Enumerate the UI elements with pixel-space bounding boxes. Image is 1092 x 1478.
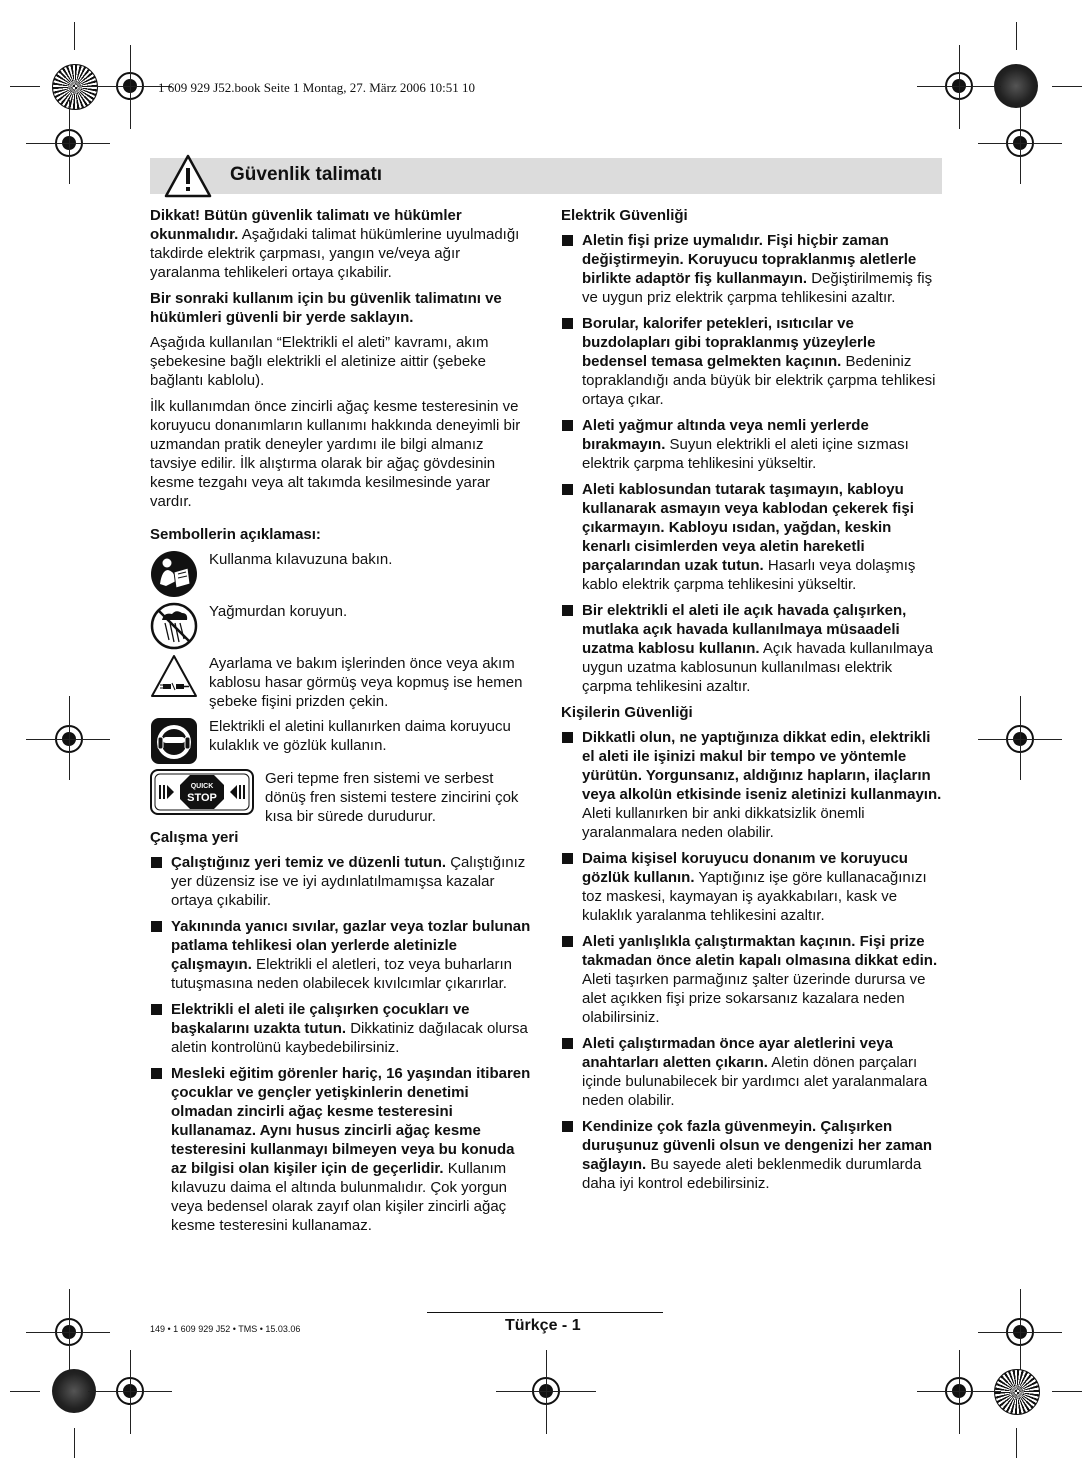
list-item: Kendinize çok fazla güvenmeyin. Çalışırken duruşunuz güvenli olsun ve dengenizi her zaman sağlayın. Bu sayede aleti beklenmedik durumlarda daha iyi kontrol edebilirsiniz.: [561, 1117, 943, 1193]
list-item: Borular, kalorifer petekleri, ısıtıcılar ve buzdolapları gibi topraklanmış yüzeylerle bedensel temasa gelmekten kaçının. Bedeniniz topraklandığı anda büyük bir elektrik çarpma tehlikesi ortaya çıkar.: [561, 314, 943, 409]
list-item: Aletin fişi prize uymalıdır. Fişi hiçbir zaman değiştirmeyin. Koruyucu topraklanmış aletlerle birlikte adaptör fiş kullanmayın. Değiştirilmemiş fiş ve uygun priz elektrik çarpma tehlikesini azaltır.: [561, 231, 943, 307]
symbol-row: Yağmurdan koruyun.: [150, 602, 532, 648]
personal-heading: Kişilerin Güvenliği: [561, 704, 693, 721]
electrical-heading: Elektrik Güvenliği: [561, 207, 688, 224]
manual-read-icon: [150, 550, 198, 598]
symbol-row: Kullanma kılavuzuna bakın.: [150, 550, 532, 596]
keep-instructions: Bir sonraki kullanım için bu güvenlik talimatını ve hükümleri güvenli bir yerde saklayın.: [150, 290, 502, 326]
list-item: Aleti kablosundan tutarak taşımayın, kabloyu kullanarak asmayın veya kablodan çekerek fişi çıkarmayın. Kabloyu ısıdan, yağdan, keskin kenarlı cisimlerden veya aletin hareketli parçalarından uzak tutun. Hasarlı veya dolaşmış kablo elektrik çarpma tehlikesini yükseltir.: [561, 480, 943, 594]
registration-star-icon: [994, 1369, 1040, 1415]
registration-star-icon: [52, 64, 98, 110]
list-item: Bir elektrikli el aleti ile açık havada çalışırken, mutlaka açık havada kullanılmaya müsaadeli uzatma kablosu kullanın. Açık havada kullanılmaya uygun uzatma kablosunun kullanılması elektrik çarpma tehlikesini azaltır.: [561, 601, 943, 696]
print-header: 1 609 929 J52.book Seite 1 Montag, 27. März 2006 10:51 10: [158, 80, 476, 95]
right-column: [561, 206, 943, 1200]
left-column: [150, 206, 532, 1242]
footer-rule: [427, 1312, 663, 1313]
page-title: Güvenlik talimatı: [230, 164, 383, 185]
list-item: Yakınında yanıcı sıvılar, gazlar veya tozlar bulunan patlama tehlikesi olan yerlerde aletinizle çalışmayın. Elektrikli el aletleri, toz veya buharların tutuşmasına neden olabilecek kıvılcımlar çıkarırlar.: [150, 917, 532, 993]
symbol-row: QUICK STOP Geri tepme fren sistemi ve serbest dönüş fren sistemi testere zincirini çok kısa bir sürede durudurur.: [150, 769, 532, 826]
unplug-warning-icon: [150, 654, 198, 698]
first-use-paragraph: İlk kullanımdan önce zincirli ağaç kesme testeresinin ve koruyucu donanımların kullanımı hakkında deneyimli bir uzmandan pratik deneyler yardımı ile bilgi almanız tavsiye edilir. İlk alıştırma olarak bir ağaç gövdesinin kesme tezgahı veya alt takımda kesilmesinde yarar vardır.: [150, 398, 521, 510]
no-rain-icon: [150, 602, 198, 650]
page-number: Türkçe - 1: [505, 1317, 581, 1334]
intro-paragraph: Dikkat! Bütün güvenlik talimatı ve hükümler okunmalıdır. Aşağıdaki talimat hükümlerine uyulmadığı takdirde elektrik çarpması, yangın ve/veya ağır yaralanma tehlikeleri ortaya çıkabilir.: [150, 207, 520, 281]
ear-eye-protection-icon: [150, 717, 198, 765]
list-item: Dikkatli olun, ne yaptığınıza dikkat edin, elektrikli el aleti ile işinizi makul bir tempo ve yöntemle yürütün. Yorgunsanız, aldığınız hapların, ilaçların veya alkolün etkisinde iseniz aletinizi kullanmayın. Aleti kullanırken bir anki dikkatsizlik önemli yaralanmalara neden olabilir.: [561, 728, 943, 842]
stop-label: STOP: [187, 792, 217, 804]
term-paragraph: Aşağıda kullanılan “Elektrikli el aleti” kavramı, akım şebekesine bağlı elektrikli el aletinize aittir (şebeke bağlantı kablolu).: [150, 334, 489, 389]
list-item: Aleti yağmur altında veya nemli yerlerde bırakmayın. Suyun elektrikli el aleti içine sızması elektrik çarpma tehlikesini yükseltir.: [561, 416, 943, 473]
list-item: Aleti çalıştırmadan önce ayar aletlerini veya anahtarları aletten çıkarın. Aletin dönen parçaları içinde bulunabilecek bir yardımcı alet yaralanmalara neden olabilir.: [561, 1034, 943, 1110]
footer-code: 149 • 1 609 929 J52 • TMS • 15.03.06: [150, 1324, 301, 1334]
list-item: Çalıştığınız yeri temiz ve düzenli tutun. Çalıştığınız yer düzensiz ise ve iyi aydınlatılmamışsa kazalar ortaya çıkabilir.: [150, 853, 532, 910]
quick-label: QUICK: [190, 783, 214, 790]
symbol-row: Ayarlama ve bakım işlerinden önce veya akım kablosu hasar görmüş veya kopmuş ise hemen şebeke fişini prizden çekin.: [150, 654, 532, 711]
warning-triangle-icon: [164, 154, 212, 198]
list-item: Aleti yanlışlıkla çalıştırmaktan kaçının. Fişi prize takmadan önce aletin kapalı olmasına dikkat edin. Aleti taşırken parmağınız şalter üzerinde durursa ve alet açıkken fişi prize sokarsanız kazalara neden olabilirsiniz.: [561, 932, 943, 1027]
list-item: Daima kişisel koruyucu donanım ve koruyucu gözlük kullanın. Yaptığınız işe göre kullanacağınızı toz maskesi, kaymayan iş ayakkabıları, kask ve kulaklık yaralanma tehlikesini azaltır.: [561, 849, 943, 925]
symbols-heading: Sembollerin açıklaması:: [150, 526, 321, 543]
symbol-row: Elektrikli el aletini kullanırken daima koruyucu kulaklık ve gözlük kullanın.: [150, 717, 532, 763]
list-item: Mesleki eğitim görenler hariç, 16 yaşından itibaren çocuklar ve gençler yetişkinlerin denetimi olmadan zincirli ağaç kesme testeresini kullanamaz. Aynı husus zincirli ağaç kesme testeresini kullanmayı bilmeyen veya bu konuda az bilgisi olan kişiler için de geçerlidir. Kullanım kılavuzu daima el altında bulunmalıdır. Çok yorgun veya bedensel olarak zayıf olan kişiler zincirli ağaç kesme testeresini kullanamaz.: [150, 1064, 532, 1235]
quick-stop-icon: [150, 769, 254, 815]
workplace-heading: Çalışma yeri: [150, 829, 239, 846]
list-item: Elektrikli el aleti ile çalışırken çocukları ve başkalarını uzakta tutun. Dikkatiniz dağılacak olursa aletin kontrolünü kaybedebilirsiniz.: [150, 1000, 532, 1057]
